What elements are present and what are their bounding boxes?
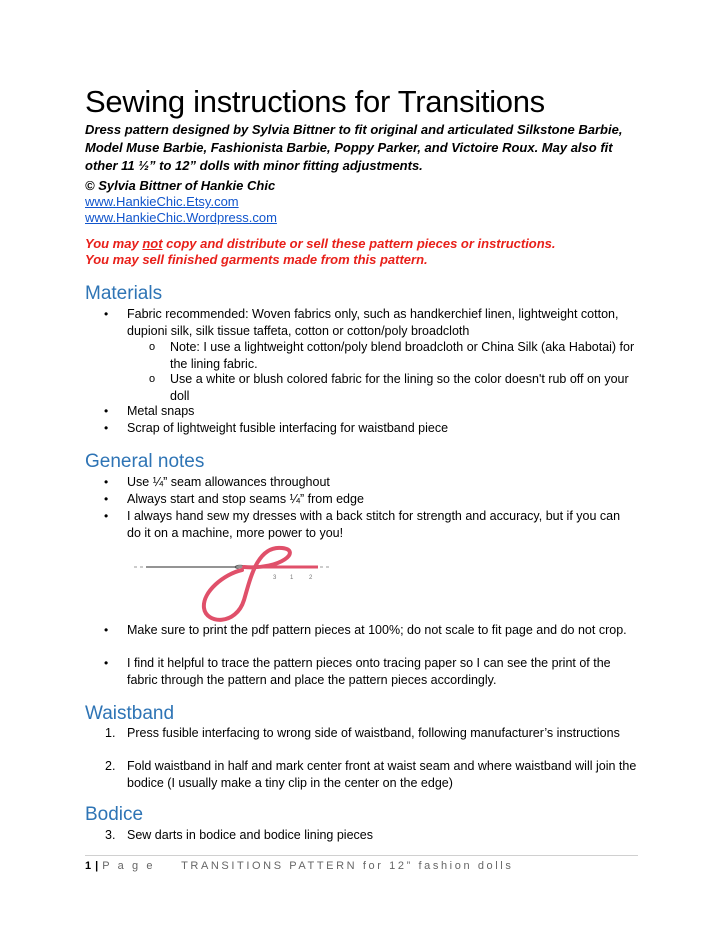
list-item: o Use a white or blush colored fabric for the lining so the color doesn't rub off on your doll [149, 372, 629, 403]
bullet-icon: • [104, 404, 109, 418]
diagram-label: 3 [273, 575, 277, 581]
list-item: 1. Press fusible interfacing to wrong side of waistband, following manufacturer’s instructions [105, 726, 620, 740]
page-label: P a g e [102, 860, 156, 872]
wordpress-link[interactable]: www.HankieChic.Wordpress.com [85, 210, 277, 225]
subtitle: Dress pattern designed by Sylvia Bittner to fit original and articulated Silkstone Barbie, Model Muse Barbie, Fashionista Barbie, Poppy Parker, and Victoire Roux. May also fit other 11 ½” to 12” dolls with minor fitting adjustments. [85, 122, 623, 173]
list-item: • Always start and stop seams ¼” from edge [104, 492, 364, 506]
waistband-heading: Waistband [85, 703, 175, 724]
list-number: 2. [105, 759, 116, 773]
warning-not: not [142, 236, 163, 251]
bullet-icon: • [104, 492, 109, 506]
author-credit: © Sylvia Bittner of Hankie Chic [85, 178, 276, 193]
page-title: Sewing instructions for Transitions [85, 84, 545, 119]
bullet-icon: • [104, 307, 109, 321]
warning-text: copy and distribute or sell these pattern pieces or instructions. [162, 236, 556, 251]
thread-icon [204, 548, 290, 620]
bullet-icon: • [104, 656, 109, 670]
list-item: o Note: I use a lightweight cotton/poly blend broadcloth or China Silk (aka Habotai) for the lining fabric. [149, 340, 635, 371]
bullet-icon: • [104, 623, 109, 637]
list-item: • Fabric recommended: Woven fabrics only, such as handkerchief linen, lightweight cotton, dupioni silk, silk tissue taffeta, cotton or cotton/poly broadcloth [104, 307, 619, 338]
list-number: 1. [105, 726, 116, 740]
materials-heading: Materials [85, 283, 163, 304]
footer-separator: | [95, 860, 99, 872]
bullet-icon: • [104, 475, 109, 489]
list-item: • I always hand sew my dresses with a back stitch for strength and accuracy, but if you can do it on a machine, more power to you! [104, 509, 621, 540]
warning-text: You may [85, 236, 143, 251]
diagram-label: 2 [309, 575, 313, 581]
page-number: 1 [85, 860, 92, 872]
list-item: 2. Fold waistband in half and mark center front at waist seam and where waistband will join the bodice (I usually make a tiny clip in the center on the edge) [105, 759, 637, 790]
copyright-warning-line1 [85, 236, 556, 252]
page-footer [85, 858, 513, 874]
circle-bullet-icon: o [149, 373, 156, 385]
list-item: • I find it helpful to trace the pattern pieces onto tracing paper so I can see the print of the fabric through the pattern and place the pattern pieces accordingly. [104, 656, 611, 687]
list-item: • Metal snaps [104, 404, 195, 418]
list-item: • Make sure to print the pdf pattern pieces at 100%; do not scale to fit page and do not crop. [104, 623, 627, 637]
general-notes-heading: General notes [85, 451, 205, 472]
back-stitch-illustration [132, 540, 332, 630]
list-number: 3. [105, 828, 116, 842]
bullet-icon: • [104, 509, 109, 523]
list-item: 3. Sew darts in bodice and bodice lining pieces [105, 828, 373, 842]
copyright-warning-line2: You may sell finished garments made from this pattern. [85, 252, 428, 267]
diagram-label: 1 [290, 575, 294, 581]
etsy-link[interactable]: www.HankieChic.Etsy.com [85, 194, 239, 209]
bullet-icon: • [104, 421, 109, 435]
footer-text: TRANSITIONS PATTERN for 12” fashion dolls [181, 860, 514, 872]
list-item: • Use ¼” seam allowances throughout [104, 475, 330, 489]
list-item: • Scrap of lightweight fusible interfacing for waistband piece [104, 421, 449, 435]
footer-divider [85, 855, 638, 856]
circle-bullet-icon: o [149, 341, 156, 353]
bodice-heading: Bodice [85, 804, 144, 825]
